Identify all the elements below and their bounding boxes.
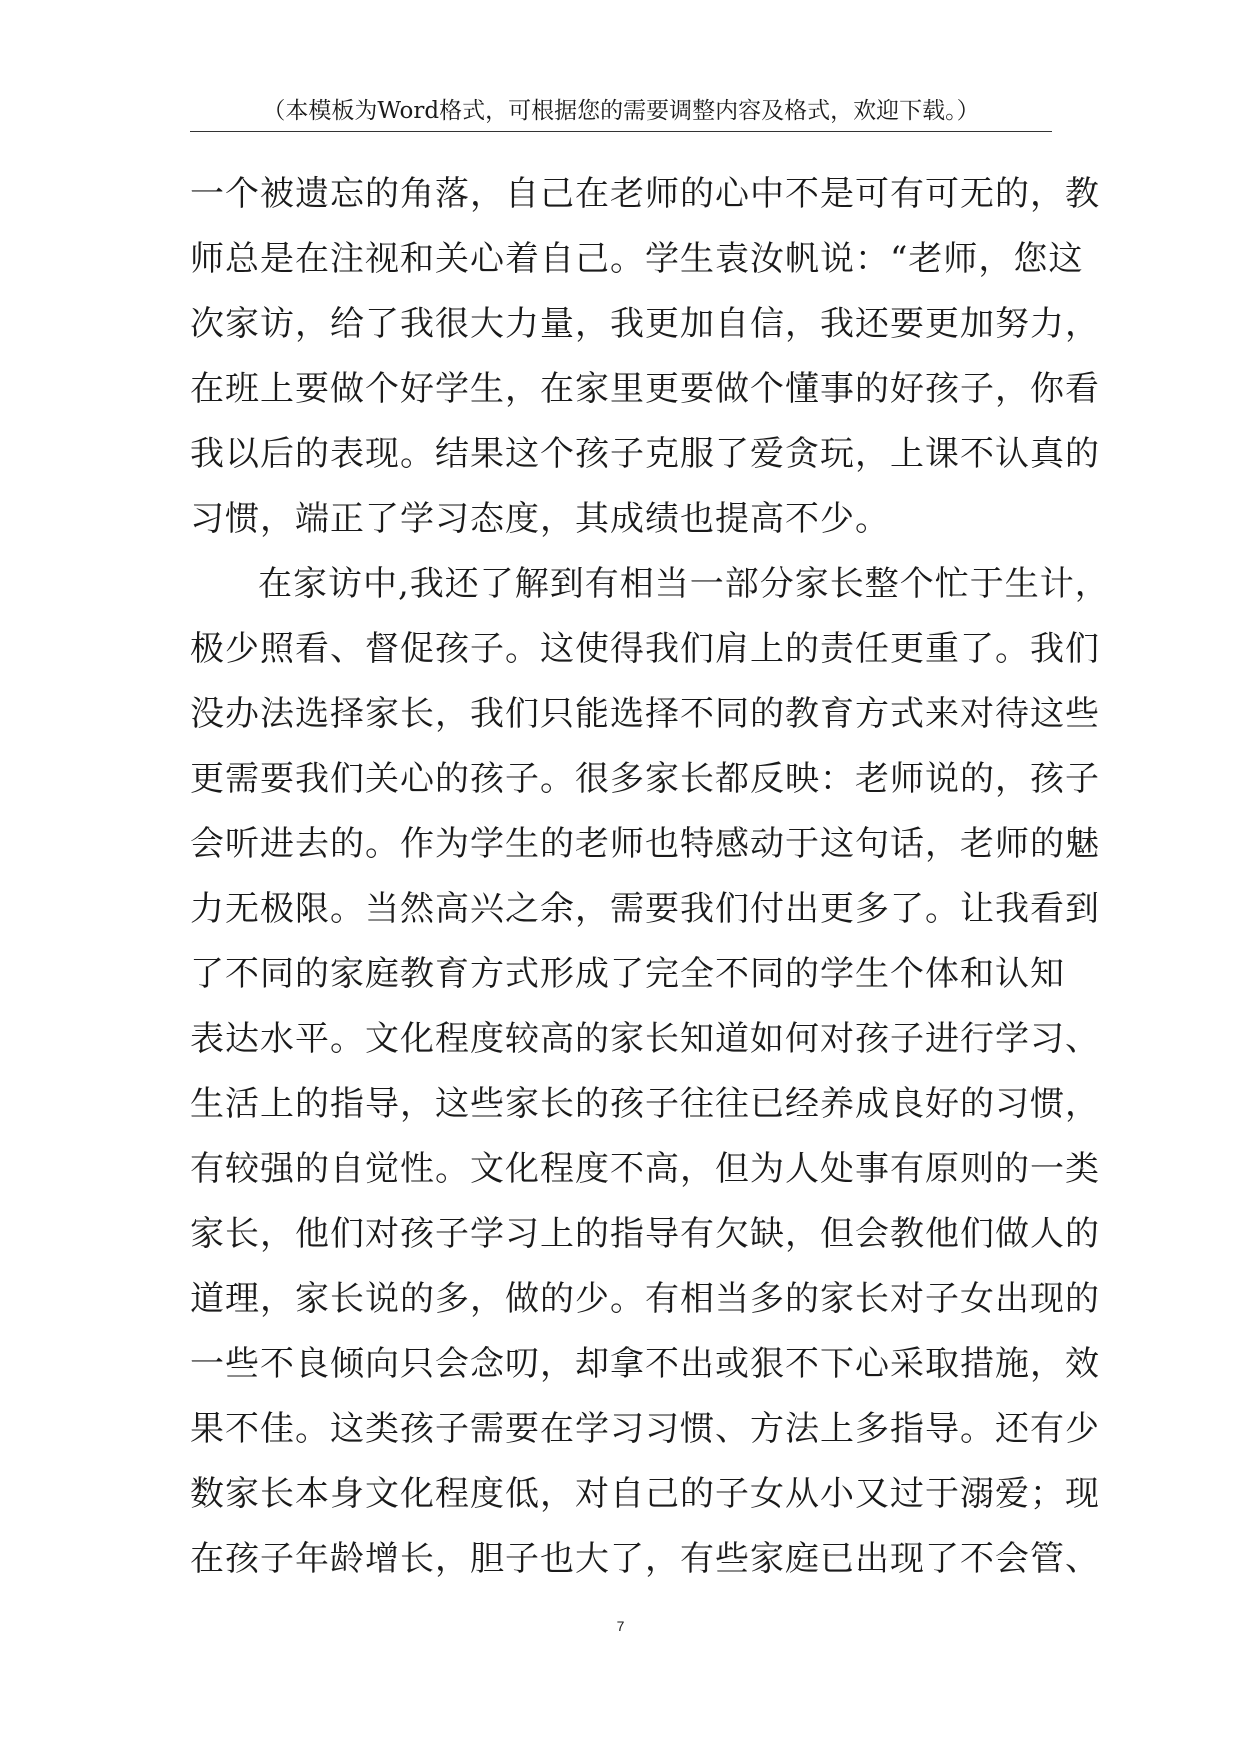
body-line: 习惯，端正了学习态度，其成绩也提高不少。: [190, 499, 890, 539]
body-line: 会听进去的。作为学生的老师也特感动于这句话，老师的魅: [190, 824, 1100, 864]
body-line: 一个被遗忘的角落，自己在老师的心中不是可有可无的，教: [190, 174, 1100, 214]
body-line: 一些不良倾向只会念叨，却拿不出或狠不下心采取措施，效: [190, 1344, 1100, 1384]
body-line: 在孩子年龄增长，胆子也大了，有些家庭已出现了不会管、: [190, 1539, 1100, 1579]
body-line: 表达水平。文化程度较高的家长知道如何对孩子进行学习、: [190, 1019, 1100, 1059]
body-line: 没办法选择家长，我们只能选择不同的教育方式来对待这些: [190, 694, 1100, 734]
document-body: [190, 162, 1110, 1592]
body-line: 道理，家长说的多，做的少。有相当多的家长对子女出现的: [190, 1279, 1100, 1319]
body-line: 数家长本身文化程度低，对自己的子女从小又过于溺爱；现: [190, 1474, 1100, 1514]
page-number: 7: [616, 1618, 625, 1634]
body-line: 有较强的自觉性。文化程度不高，但为人处事有原则的一类: [190, 1149, 1100, 1189]
header-divider: [190, 131, 1052, 132]
body-line: 次家访，给了我很大力量，我更加自信，我还要更加努力，: [190, 304, 1100, 344]
body-line: 了不同的家庭教育方式形成了完全不同的学生个体和认知: [190, 954, 1065, 994]
body-line: 更需要我们关心的孩子。很多家长都反映：老师说的，孩子: [190, 759, 1100, 799]
body-line: 家长，他们对孩子学习上的指导有欠缺，但会教他们做人的: [190, 1214, 1100, 1254]
template-note-header: （本模板为Word格式，可根据您的需要调整内容及格式，欢迎下载。）: [262, 98, 980, 124]
body-line: 力无极限。当然高兴之余，需要我们付出更多了。让我看到: [190, 889, 1100, 929]
paragraph-first-line: 在家访中,我还了解到有相当一部分家长整个忙于生计，: [258, 564, 1110, 604]
body-line: 师总是在注视和关心着自己。学生袁汝帆说：“老师，您这: [190, 239, 1084, 279]
body-line: 果不佳。这类孩子需要在学习习惯、方法上多指导。还有少: [190, 1409, 1100, 1449]
body-line: 在班上要做个好学生，在家里更要做个懂事的好孩子，你看: [190, 369, 1100, 409]
body-line: 极少照看、督促孩子。这使得我们肩上的责任更重了。我们: [190, 629, 1100, 669]
body-line: 我以后的表现。结果这个孩子克服了爱贪玩，上课不认真的: [190, 434, 1100, 474]
body-line: 生活上的指导，这些家长的孩子往往已经养成良好的习惯，: [190, 1084, 1100, 1124]
